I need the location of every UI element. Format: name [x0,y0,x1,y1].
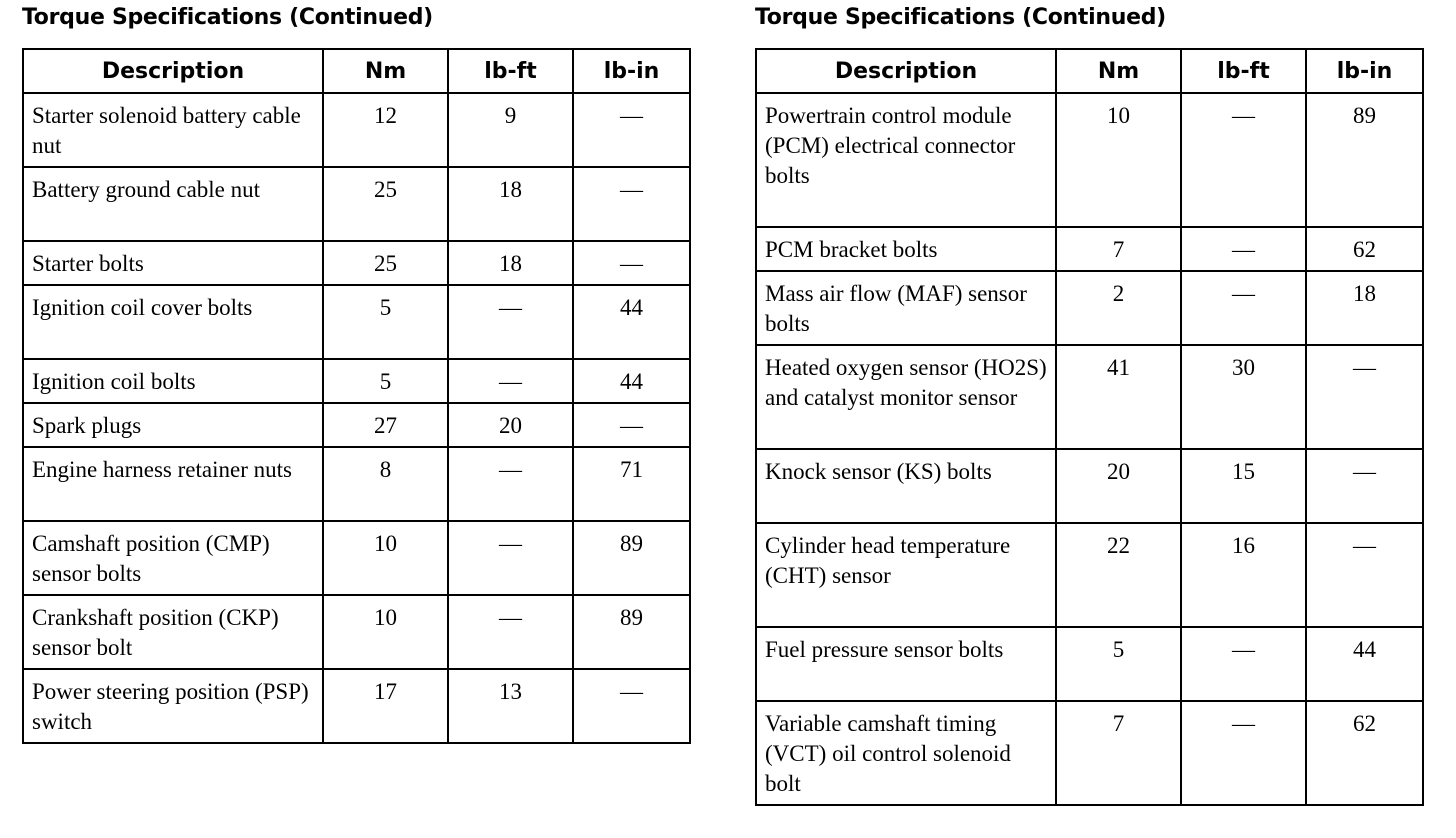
table-row [23,595,690,669]
table-row [23,359,690,403]
column-header-description: Description [23,49,323,93]
table-row [23,241,690,285]
lb-ft-cell: — [448,359,573,403]
nm-cell: 10 [323,595,448,669]
lb-in-cell: — [1306,345,1423,449]
lb-ft-cell: — [1181,701,1306,805]
description-cell: Starter solenoid battery cable nut [23,93,323,167]
description-cell: Mass air flow (MAF) sensor bolts [756,271,1056,345]
nm-cell: 17 [323,669,448,743]
table-row [756,93,1423,227]
nm-cell: 25 [323,167,448,241]
table-row [23,447,690,521]
nm-cell: 5 [323,285,448,359]
description-cell: Crankshaft position (CKP) sensor bolt [23,595,323,669]
lb-ft-cell: — [448,521,573,595]
lb-in-cell: 71 [573,447,690,521]
description-cell: Power steering position (PSP) switch [23,669,323,743]
column-header-lb-ft: lb-ft [448,49,573,93]
lb-in-cell: 62 [1306,701,1423,805]
column-header-nm: Nm [1056,49,1181,93]
table-row [756,345,1423,449]
nm-cell: 10 [323,521,448,595]
lb-ft-cell: 15 [1181,449,1306,523]
description-cell: Heated oxygen sensor (HO2S) and catalyst monitor sensor [756,345,1056,449]
lb-ft-cell: 18 [448,241,573,285]
nm-cell: 12 [323,93,448,167]
table-row [756,449,1423,523]
table-row [23,167,690,241]
panel-title: Torque Specifications (Continued) [22,5,433,30]
table-row [756,271,1423,345]
nm-cell: 7 [1056,227,1181,271]
torque-spec-table [755,48,1424,806]
description-cell: Spark plugs [23,403,323,447]
lb-in-cell: — [573,403,690,447]
lb-ft-cell: — [1181,627,1306,701]
lb-ft-cell: — [448,447,573,521]
description-cell: Cylinder head temperature (CHT) sensor [756,523,1056,627]
table-row [23,403,690,447]
table-row [23,285,690,359]
description-cell: Engine harness retainer nuts [23,447,323,521]
nm-cell: 25 [323,241,448,285]
table-row [23,521,690,595]
nm-cell: 22 [1056,523,1181,627]
panel-title: Torque Specifications (Continued) [755,5,1166,30]
column-header-nm: Nm [323,49,448,93]
description-cell: Fuel pressure sensor bolts [756,627,1056,701]
table-header-row [756,49,1423,93]
lb-ft-cell: 16 [1181,523,1306,627]
description-cell: Ignition coil bolts [23,359,323,403]
lb-in-cell: — [573,93,690,167]
lb-ft-cell: 13 [448,669,573,743]
lb-in-cell: 89 [1306,93,1423,227]
lb-ft-cell: — [1181,227,1306,271]
table-row [756,227,1423,271]
description-cell: Knock sensor (KS) bolts [756,449,1056,523]
lb-in-cell: 62 [1306,227,1423,271]
lb-in-cell: — [573,669,690,743]
lb-ft-cell: — [448,285,573,359]
lb-in-cell: 44 [573,285,690,359]
lb-in-cell: — [1306,523,1423,627]
lb-in-cell: — [573,241,690,285]
lb-ft-cell: — [448,595,573,669]
nm-cell: 27 [323,403,448,447]
nm-cell: 20 [1056,449,1181,523]
lb-ft-cell: 18 [448,167,573,241]
nm-cell: 41 [1056,345,1181,449]
lb-in-cell: — [573,167,690,241]
lb-ft-cell: 9 [448,93,573,167]
table-row [23,669,690,743]
column-header-lb-in: lb-in [573,49,690,93]
description-cell: PCM bracket bolts [756,227,1056,271]
table-header-row [23,49,690,93]
table-row [756,523,1423,627]
lb-in-cell: 89 [573,521,690,595]
lb-in-cell: — [1306,449,1423,523]
description-cell: Variable camshaft timing (VCT) oil control solenoid bolt [756,701,1056,805]
table-row [756,627,1423,701]
description-cell: Starter bolts [23,241,323,285]
table-row [756,701,1423,805]
lb-ft-cell: — [1181,271,1306,345]
nm-cell: 10 [1056,93,1181,227]
torque-spec-table [22,48,691,744]
table-row [23,93,690,167]
nm-cell: 2 [1056,271,1181,345]
lb-ft-cell: 30 [1181,345,1306,449]
nm-cell: 8 [323,447,448,521]
description-cell: Powertrain control module (PCM) electrical connector bolts [756,93,1056,227]
lb-in-cell: 44 [573,359,690,403]
column-header-lb-ft: lb-ft [1181,49,1306,93]
lb-ft-cell: — [1181,93,1306,227]
nm-cell: 7 [1056,701,1181,805]
description-cell: Ignition coil cover bolts [23,285,323,359]
lb-in-cell: 18 [1306,271,1423,345]
lb-ft-cell: 20 [448,403,573,447]
column-header-lb-in: lb-in [1306,49,1423,93]
nm-cell: 5 [323,359,448,403]
lb-in-cell: 89 [573,595,690,669]
description-cell: Battery ground cable nut [23,167,323,241]
nm-cell: 5 [1056,627,1181,701]
column-header-description: Description [756,49,1056,93]
description-cell: Camshaft position (CMP) sensor bolts [23,521,323,595]
lb-in-cell: 44 [1306,627,1423,701]
